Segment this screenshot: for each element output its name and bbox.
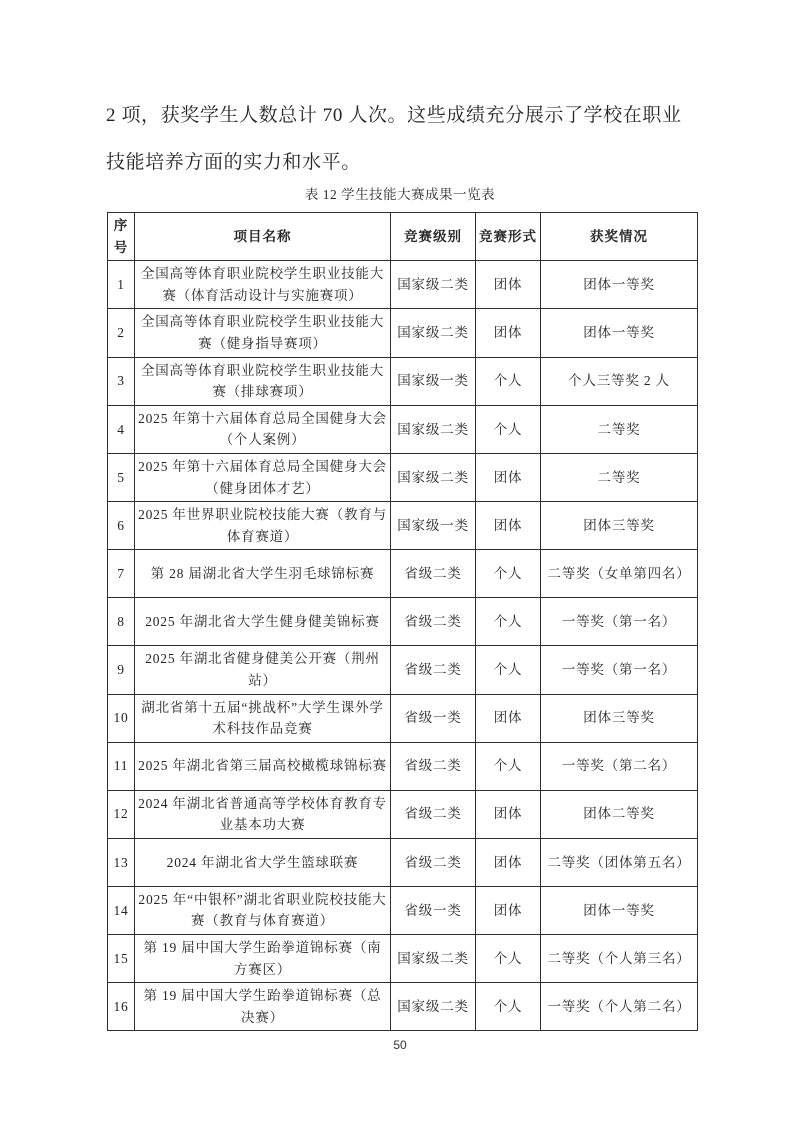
cell-form: 个人 [476, 357, 541, 405]
cell-form: 团体 [476, 694, 541, 742]
results-table [107, 212, 698, 1031]
table-row [108, 261, 698, 309]
table-body [108, 261, 698, 1031]
table-row [108, 405, 698, 453]
cell-award: 一等奖（个人第二名） [541, 983, 698, 1031]
cell-award: 二等奖 [541, 405, 698, 453]
cell-award: 团体三等奖 [541, 694, 698, 742]
cell-form: 团体 [476, 261, 541, 309]
table-row [108, 935, 698, 983]
cell-level: 国家级二类 [391, 309, 476, 357]
cell-award: 一等奖（第一名） [541, 646, 698, 694]
cell-level: 省级二类 [391, 790, 476, 838]
cell-level: 国家级一类 [391, 357, 476, 405]
cell-award: 团体一等奖 [541, 886, 698, 934]
cell-no: 4 [108, 405, 135, 453]
table-row [108, 694, 698, 742]
cell-name: 2025 年湖北省第三届高校橄榄球锦标赛 [135, 742, 391, 790]
cell-name: 2025 年世界职业院校技能大赛（教育与体育赛道） [135, 502, 391, 550]
cell-form: 个人 [476, 935, 541, 983]
cell-no: 2 [108, 309, 135, 357]
column-header-form: 竞赛形式 [476, 213, 541, 261]
cell-level: 国家级一类 [391, 502, 476, 550]
cell-level: 国家级二类 [391, 935, 476, 983]
table-row [108, 742, 698, 790]
cell-level: 省级二类 [391, 646, 476, 694]
cell-name: 全国高等体育职业院校学生职业技能大赛（体育活动设计与实施赛项） [135, 261, 391, 309]
body-paragraph [106, 92, 696, 186]
table-row [108, 838, 698, 886]
table-row [108, 309, 698, 357]
table-row [108, 453, 698, 501]
cell-form: 团体 [476, 502, 541, 550]
cell-form: 团体 [476, 453, 541, 501]
table-row [108, 983, 698, 1031]
page-number: 50 [393, 1038, 407, 1052]
cell-no: 13 [108, 838, 135, 886]
cell-no: 5 [108, 453, 135, 501]
cell-name: 2024 年湖北省普通高等学校体育教育专业基本功大赛 [135, 790, 391, 838]
cell-name: 2025 年湖北省健身健美公开赛（荆州站） [135, 646, 391, 694]
column-header-level: 竞赛级别 [391, 213, 476, 261]
cell-name: 第 19 届中国大学生跆拳道锦标赛（总决赛） [135, 983, 391, 1031]
cell-no: 14 [108, 886, 135, 934]
cell-name: 2025 年湖北省大学生健身健美锦标赛 [135, 598, 391, 646]
cell-name: 湖北省第十五届“挑战杯”大学生课外学术科技作品竞赛 [135, 694, 391, 742]
cell-award: 团体二等奖 [541, 790, 698, 838]
column-header-name: 项目名称 [135, 213, 391, 261]
cell-award: 二等奖 [541, 453, 698, 501]
cell-level: 省级一类 [391, 886, 476, 934]
table-row [108, 886, 698, 934]
cell-form: 个人 [476, 405, 541, 453]
cell-award: 二等奖（团体第五名） [541, 838, 698, 886]
cell-no: 16 [108, 983, 135, 1031]
cell-no: 15 [108, 935, 135, 983]
cell-no: 1 [108, 261, 135, 309]
table-row [108, 646, 698, 694]
table-caption: 表 12 学生技能大赛成果一览表 [304, 187, 496, 202]
cell-level: 省级二类 [391, 838, 476, 886]
table-row [108, 550, 698, 598]
cell-form: 个人 [476, 598, 541, 646]
cell-form: 团体 [476, 886, 541, 934]
cell-award: 团体一等奖 [541, 309, 698, 357]
cell-level: 国家级二类 [391, 405, 476, 453]
cell-award: 团体三等奖 [541, 502, 698, 550]
cell-name: 第 19 届中国大学生跆拳道锦标赛（南方赛区） [135, 935, 391, 983]
cell-form: 团体 [476, 790, 541, 838]
cell-no: 9 [108, 646, 135, 694]
column-header-no: 序号 [108, 213, 135, 261]
table-row [108, 502, 698, 550]
cell-level: 国家级二类 [391, 261, 476, 309]
header-row [108, 213, 698, 261]
table-row [108, 598, 698, 646]
paragraph-line-2: 技能培养方面的实力和水平。 [106, 152, 361, 173]
cell-award: 团体一等奖 [541, 261, 698, 309]
cell-level: 省级二类 [391, 550, 476, 598]
cell-award: 一等奖（第一名） [541, 598, 698, 646]
cell-no: 7 [108, 550, 135, 598]
cell-no: 6 [108, 502, 135, 550]
cell-no: 11 [108, 742, 135, 790]
cell-award: 一等奖（第二名） [541, 742, 698, 790]
cell-level: 国家级二类 [391, 983, 476, 1031]
cell-name: 全国高等体育职业院校学生职业技能大赛（排球赛项） [135, 357, 391, 405]
cell-name: 2025 年第十六届体育总局全国健身大会（个人案例） [135, 405, 391, 453]
cell-form: 个人 [476, 742, 541, 790]
cell-level: 省级二类 [391, 598, 476, 646]
cell-award: 个人三等奖 2 人 [541, 357, 698, 405]
column-header-award: 获奖情况 [541, 213, 698, 261]
cell-no: 8 [108, 598, 135, 646]
cell-name: 第 28 届湖北省大学生羽毛球锦标赛 [135, 550, 391, 598]
table-row [108, 790, 698, 838]
table-header [108, 213, 698, 261]
cell-level: 省级二类 [391, 742, 476, 790]
cell-form: 个人 [476, 550, 541, 598]
cell-level: 国家级二类 [391, 453, 476, 501]
cell-name: 2025 年“中银杯”湖北省职业院校技能大赛（教育与体育赛道） [135, 886, 391, 934]
cell-form: 团体 [476, 309, 541, 357]
cell-award: 二等奖（个人第三名） [541, 935, 698, 983]
cell-award: 二等奖（女单第四名） [541, 550, 698, 598]
cell-level: 省级一类 [391, 694, 476, 742]
cell-form: 团体 [476, 838, 541, 886]
table-row [108, 357, 698, 405]
cell-no: 10 [108, 694, 135, 742]
cell-form: 个人 [476, 646, 541, 694]
cell-no: 3 [108, 357, 135, 405]
cell-no: 12 [108, 790, 135, 838]
cell-name: 2024 年湖北省大学生篮球联赛 [135, 838, 391, 886]
cell-form: 个人 [476, 983, 541, 1031]
cell-name: 2025 年第十六届体育总局全国健身大会（健身团体才艺） [135, 453, 391, 501]
paragraph-line-1: 2 项，获奖学生人数总计 70 人次。这些成绩充分展示了学校在职业 [106, 105, 682, 126]
cell-name: 全国高等体育职业院校学生职业技能大赛（健身指导赛项） [135, 309, 391, 357]
